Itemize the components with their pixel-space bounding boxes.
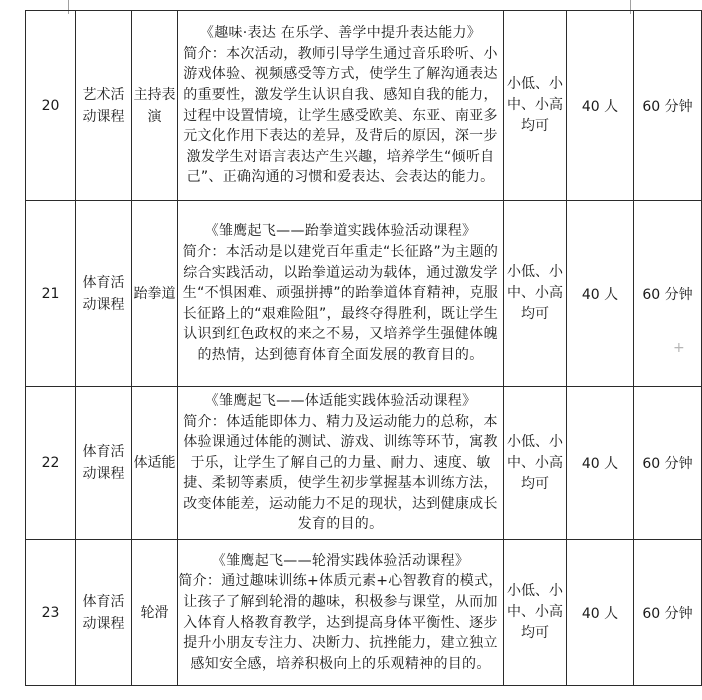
course-category: 体育活动课程 (76, 387, 132, 540)
grade-level: 小低、小中、小高均可 (504, 11, 567, 201)
course-name: 体适能 (132, 387, 178, 540)
duration: 60 分钟 (634, 11, 702, 201)
course-intro: 简介：本次活动，教师引导学生通过音乐聆听、小游戏体验、视频感受等方式，使学生了解沟通表达的重要性，激发学生认识自我、感知自我的能力，过程中设置情境，让学生感受欧美、东亚、南亚多元文化作用下表达的差异，及背后的原因，深一步激发学生对语言表达产生兴趣，培养学生“倾听自己”、正确沟通的习惯和爱表达、会表达的能力。 (183, 45, 498, 186)
row-number: 23 (26, 540, 76, 686)
table-row (26, 540, 702, 686)
course-title: 《雏鹰起飞——跆拳道实践体验活动课程》 (204, 223, 477, 240)
participant-count: 40 人 (567, 201, 634, 387)
participant-count: 40 人 (567, 11, 634, 201)
course-name: 主持表演 (132, 11, 178, 201)
course-description (178, 387, 504, 540)
table-row (26, 11, 702, 201)
course-intro: 简介：本活动是以建党百年重走“长征路”为主题的综合实践活动，以跆拳道运动为载体，通过激发学生“不惧困难、顽强拼搏”的跆拳道体育精神，克服长征路上的“艰难险阻”，最终夺得胜利，既让学生认识到红色政权的来之不易，又培养学生强健体魄的热情，达到德育体育全面发展的教育目的。 (182, 244, 499, 363)
grade-level: 小低、小中、小高均可 (504, 387, 567, 540)
course-description (178, 11, 504, 201)
course-table (25, 10, 702, 686)
course-description (178, 201, 504, 387)
course-name: 跆拳道 (132, 201, 178, 387)
row-number: 20 (26, 11, 76, 201)
course-category: 艺术活动课程 (76, 11, 132, 201)
course-intro: 简介：体适能即体力、精力及运动能力的总称，本体验课通过体能的测试、游戏、训练等环节，寓教于乐，让学生了解自己的力量、耐力、速度、敏捷、柔韧等素质，使学生初步掌握基本训练方法，改变体能差，运动能力不足的现状，达到健康成长发育的目的。 (183, 413, 498, 533)
course-category: 体育活动课程 (76, 540, 132, 686)
course-intro: 简介：通过趣味训练+体质元素+心智教育的模式，让孩子了解到轮滑的趣味，积极参与课堂，从而加入体育人格教育教学，达到提高身体平衡性、逐步提升小朋友专注力、决断力、抗挫能力，建立独立感知安全感，培养积极向上的乐观精神的目的。 (178, 573, 503, 672)
table-row (26, 201, 702, 387)
course-title: 《雏鹰起飞——体适能实践体验活动课程》 (204, 392, 477, 409)
duration: 60 分钟 (634, 201, 702, 387)
participant-count: 40 人 (567, 387, 634, 540)
duration: 60 分钟 (634, 540, 702, 686)
course-description (178, 540, 504, 686)
participant-count: 40 人 (567, 540, 634, 686)
row-number: 21 (26, 201, 76, 387)
course-title: 《趣味·表达 在乐学、善学中提升表达能力》 (199, 25, 482, 42)
row-number: 22 (26, 387, 76, 540)
add-page-icon[interactable]: + (673, 340, 685, 356)
table-row (26, 387, 702, 540)
grade-level: 小低、小中、小高均可 (504, 540, 567, 686)
course-name: 轮滑 (132, 540, 178, 686)
course-category: 体育活动课程 (76, 201, 132, 387)
grade-level: 小低、小中、小高均可 (504, 201, 567, 387)
course-title: 《雏鹰起飞——轮滑实践体验活动课程》 (211, 552, 470, 569)
duration: 60 分钟 (634, 387, 702, 540)
